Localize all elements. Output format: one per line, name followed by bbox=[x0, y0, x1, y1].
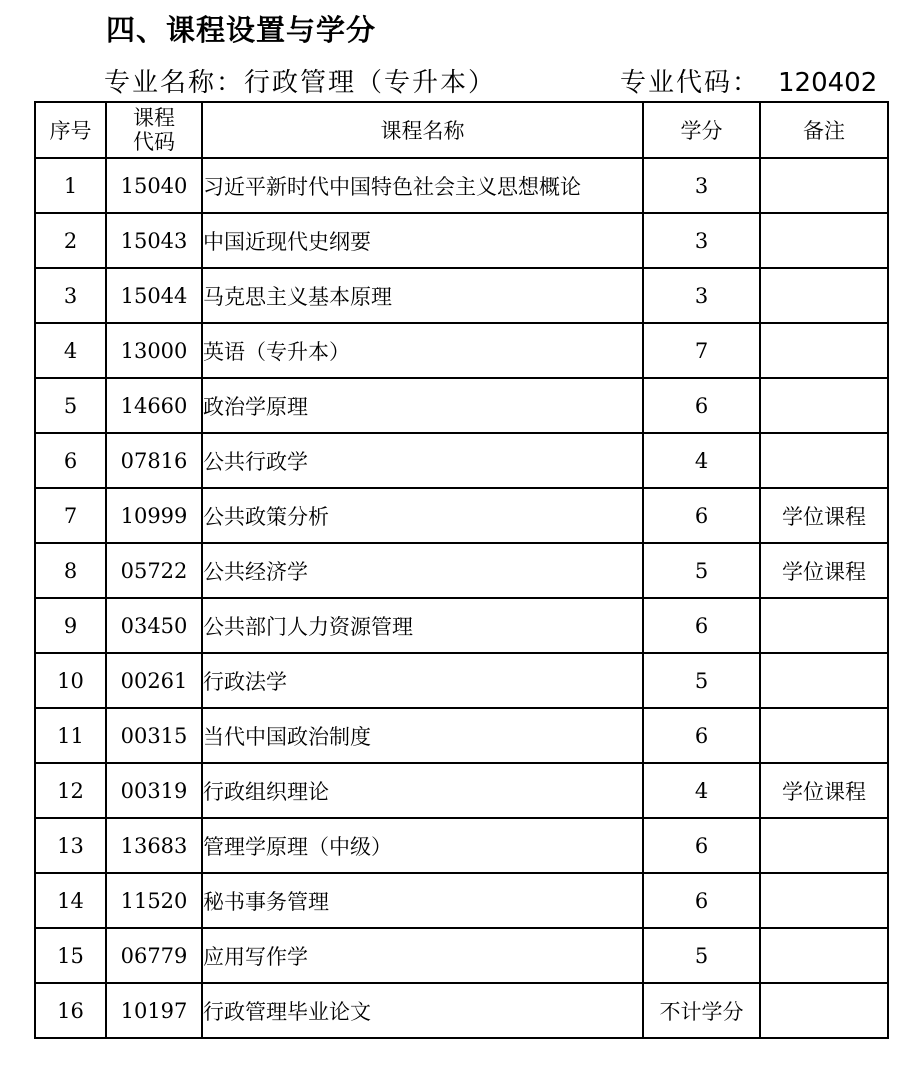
cell-credit: 6 bbox=[643, 598, 760, 653]
cell-course-code: 06779 bbox=[106, 928, 202, 983]
table-row bbox=[35, 983, 888, 1038]
cell-seq: 5 bbox=[35, 378, 106, 433]
table-row bbox=[35, 488, 888, 543]
cell-seq: 1 bbox=[35, 158, 106, 213]
cell-note bbox=[760, 158, 888, 213]
header-code-line1: 课程 bbox=[133, 106, 175, 130]
cell-course-code: 13000 bbox=[106, 323, 202, 378]
course-table bbox=[34, 101, 889, 1039]
section-title: 四、课程设置与学分 bbox=[106, 13, 377, 47]
table-row bbox=[35, 873, 888, 928]
cell-course-code: 15043 bbox=[106, 213, 202, 268]
cell-course-name: 秘书事务管理 bbox=[202, 873, 643, 928]
table-row bbox=[35, 433, 888, 488]
table-header-row bbox=[35, 102, 888, 158]
cell-credit: 4 bbox=[643, 433, 760, 488]
major-code bbox=[620, 62, 877, 99]
cell-course-name: 中国近现代史纲要 bbox=[202, 213, 643, 268]
table-row bbox=[35, 928, 888, 983]
cell-course-code: 13683 bbox=[106, 818, 202, 873]
cell-note bbox=[760, 433, 888, 488]
cell-credit: 5 bbox=[643, 928, 760, 983]
table-row bbox=[35, 158, 888, 213]
cell-course-code: 00261 bbox=[106, 653, 202, 708]
course-table-body bbox=[35, 158, 888, 1038]
cell-course-code: 07816 bbox=[106, 433, 202, 488]
cell-note bbox=[760, 708, 888, 763]
cell-course-name: 应用写作学 bbox=[202, 928, 643, 983]
header-note: 备注 bbox=[760, 102, 888, 158]
table-row bbox=[35, 653, 888, 708]
cell-course-name: 公共行政学 bbox=[202, 433, 643, 488]
header-code-line2: 代码 bbox=[133, 130, 175, 154]
cell-course-code: 14660 bbox=[106, 378, 202, 433]
cell-note bbox=[760, 873, 888, 928]
table-row bbox=[35, 378, 888, 433]
cell-credit: 6 bbox=[643, 818, 760, 873]
cell-course-name: 行政组织理论 bbox=[202, 763, 643, 818]
cell-credit: 6 bbox=[643, 708, 760, 763]
table-row bbox=[35, 598, 888, 653]
header-seq: 序号 bbox=[35, 102, 106, 158]
cell-course-name: 英语（专升本） bbox=[202, 323, 643, 378]
cell-note bbox=[760, 928, 888, 983]
cell-seq: 13 bbox=[35, 818, 106, 873]
cell-credit: 4 bbox=[643, 763, 760, 818]
cell-seq: 9 bbox=[35, 598, 106, 653]
cell-note bbox=[760, 653, 888, 708]
cell-note bbox=[760, 598, 888, 653]
cell-credit: 不计学分 bbox=[643, 983, 760, 1038]
cell-note bbox=[760, 323, 888, 378]
cell-credit: 6 bbox=[643, 488, 760, 543]
cell-seq: 3 bbox=[35, 268, 106, 323]
cell-note: 学位课程 bbox=[760, 488, 888, 543]
cell-note: 学位课程 bbox=[760, 543, 888, 598]
table-row bbox=[35, 543, 888, 598]
table-row bbox=[35, 708, 888, 763]
table-row bbox=[35, 818, 888, 873]
cell-course-name: 马克思主义基本原理 bbox=[202, 268, 643, 323]
cell-note bbox=[760, 378, 888, 433]
cell-course-code: 03450 bbox=[106, 598, 202, 653]
cell-course-name: 政治学原理 bbox=[202, 378, 643, 433]
header-code bbox=[106, 102, 202, 158]
cell-credit: 3 bbox=[643, 158, 760, 213]
cell-course-name: 公共经济学 bbox=[202, 543, 643, 598]
cell-note bbox=[760, 213, 888, 268]
cell-credit: 5 bbox=[643, 543, 760, 598]
cell-seq: 4 bbox=[35, 323, 106, 378]
cell-course-name: 行政法学 bbox=[202, 653, 643, 708]
cell-seq: 6 bbox=[35, 433, 106, 488]
table-row bbox=[35, 213, 888, 268]
cell-seq: 7 bbox=[35, 488, 106, 543]
major-code-value: 120402 bbox=[778, 68, 878, 98]
cell-note bbox=[760, 818, 888, 873]
cell-course-code: 15044 bbox=[106, 268, 202, 323]
cell-credit: 5 bbox=[643, 653, 760, 708]
cell-note bbox=[760, 983, 888, 1038]
cell-credit: 3 bbox=[643, 213, 760, 268]
cell-credit: 3 bbox=[643, 268, 760, 323]
cell-seq: 11 bbox=[35, 708, 106, 763]
cell-course-name: 公共政策分析 bbox=[202, 488, 643, 543]
cell-course-code: 00319 bbox=[106, 763, 202, 818]
cell-seq: 12 bbox=[35, 763, 106, 818]
table-row bbox=[35, 323, 888, 378]
major-name-label: 专业名称：行政管理（专升本） bbox=[104, 68, 497, 98]
cell-course-code: 00315 bbox=[106, 708, 202, 763]
cell-seq: 14 bbox=[35, 873, 106, 928]
cell-course-name: 当代中国政治制度 bbox=[202, 708, 643, 763]
cell-seq: 2 bbox=[35, 213, 106, 268]
header-name: 课程名称 bbox=[202, 102, 643, 158]
major-code-label: 专业代码： bbox=[620, 68, 761, 98]
table-row bbox=[35, 268, 888, 323]
table-row bbox=[35, 763, 888, 818]
cell-course-name: 公共部门人力资源管理 bbox=[202, 598, 643, 653]
cell-seq: 10 bbox=[35, 653, 106, 708]
cell-credit: 7 bbox=[643, 323, 760, 378]
cell-credit: 6 bbox=[643, 873, 760, 928]
cell-course-code: 11520 bbox=[106, 873, 202, 928]
cell-course-code: 15040 bbox=[106, 158, 202, 213]
cell-course-code: 10999 bbox=[106, 488, 202, 543]
cell-course-code: 10197 bbox=[106, 983, 202, 1038]
cell-course-name: 管理学原理（中级） bbox=[202, 818, 643, 873]
cell-credit: 6 bbox=[643, 378, 760, 433]
header-credit: 学分 bbox=[643, 102, 760, 158]
cell-course-name: 行政管理毕业论文 bbox=[202, 983, 643, 1038]
cell-course-name: 习近平新时代中国特色社会主义思想概论 bbox=[202, 158, 643, 213]
cell-seq: 8 bbox=[35, 543, 106, 598]
cell-note bbox=[760, 268, 888, 323]
cell-seq: 15 bbox=[35, 928, 106, 983]
cell-course-code: 05722 bbox=[106, 543, 202, 598]
cell-seq: 16 bbox=[35, 983, 106, 1038]
cell-note: 学位课程 bbox=[760, 763, 888, 818]
